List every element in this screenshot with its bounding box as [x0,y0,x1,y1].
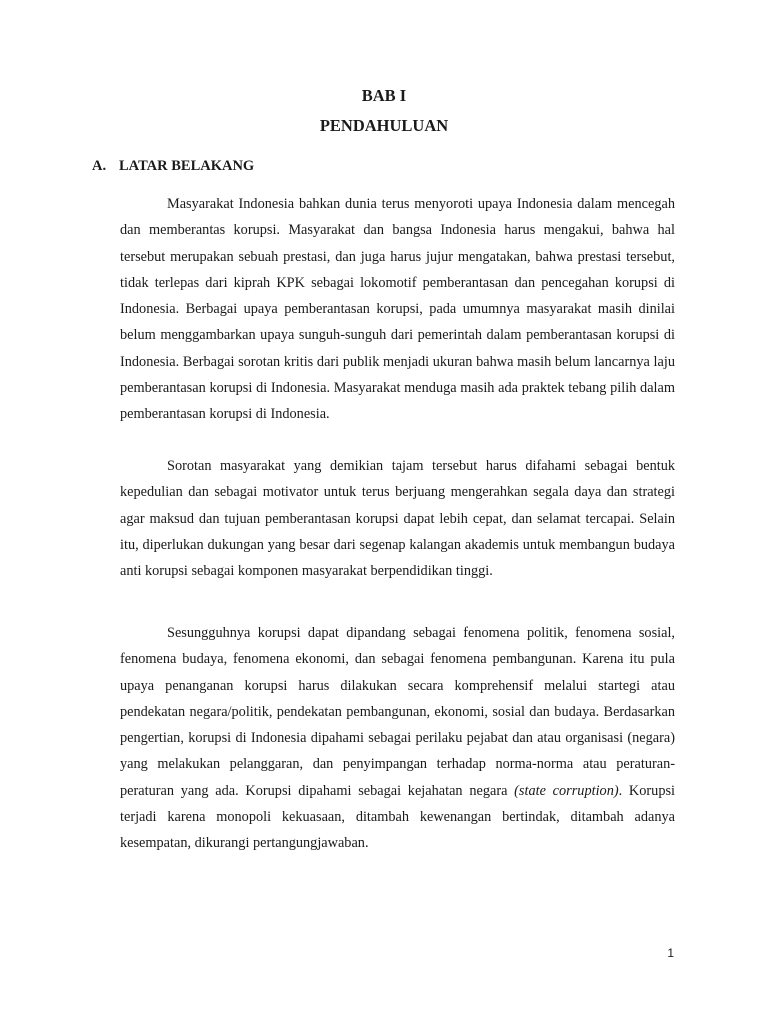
section-letter: A. [92,158,107,174]
paragraph-3-text-after: . Korupsi terjadi karena monopoli kekuasaan, ditambah kewenangan bertindak, ditambah adanya kesempatan, dikurangi pertangungjawaban. [120,782,675,852]
chapter-subtitle: PENDAHULUAN [319,116,449,135]
section-heading [92,158,254,175]
section-title: LATAR BELAKANG [119,158,255,174]
paragraph-1: Masyarakat Indonesia bahkan dunia terus menyoroti upaya Indonesia dalam mencegah dan memberantas korupsi. Masyarakat dan bangsa Indonesia harus mengakui, bahwa hal tersebut merupakan sebuah prestasi, dan juga harus jujur mengatakan, bahwa prestasi tersebut, tidak terlepas dari kiprah KPK sebagai lokomotif pemberantasan dan pencegahan korupsi di Indonesia. Berbagai upaya pemberantasan korupsi, pada umumnya masyarakat masih dinilai belum menggambarkan upaya sunguh-sunguh dari pemerintah dalam pemberantasan korupsi di Indonesia. Berbagai sorotan kritis dari publik menjadi ukuran bahwa masih belum lancarnya laju pemberantasan korupsi di Indonesia. Masyarakat menduga masih ada praktek tebang pilih dalam pemberantasan korupsi di Indonesia. [120,196,675,423]
paragraph-3-italic-term: (state corruption) [514,782,619,799]
paragraph-3 [120,620,675,857]
paragraph-3-text-before: Sesungguhnya korupsi dapat dipandang sebagai fenomena politik, fenomena sosial, fenomena budaya, fenomena ekonomi, dan sebagai fenomena pembangunan. Karena itu pula upaya penanganan korupsi harus dilakukan secara komprehensif melalui startegi atau pendekatan negara/politik, pendekatan pembangunan, ekonomi, sosial dan budaya. Berdasarkan pengertian, korupsi di Indonesia dipahami sebagai perilaku pejabat dan atau organisasi (negara) yang melakukan pelanggaran, dan penyimpangan terhadap norma-norma atau peraturan-peraturan yang ada. Korupsi dipahami sebagai kejahatan negara [120,625,675,799]
chapter-title: BAB I [361,86,407,105]
paragraph-2: Sorotan masyarakat yang demikian tajam tersebut harus difahami sebagai bentuk kepedulian dan sebagai motivator untuk terus berjuang mengerahkan segala daya dan strategi agar maksud dan tujuan pemberantasan korupsi dapat lebih cepat, dan selamat tercapai. Selain itu, diperlukan dukungan yang besar dari segenap kalangan akademis untuk membangun budaya anti korupsi sebagai komponen masyarakat berpendidikan tinggi. [120,458,675,580]
page-number: 1 [667,946,674,960]
